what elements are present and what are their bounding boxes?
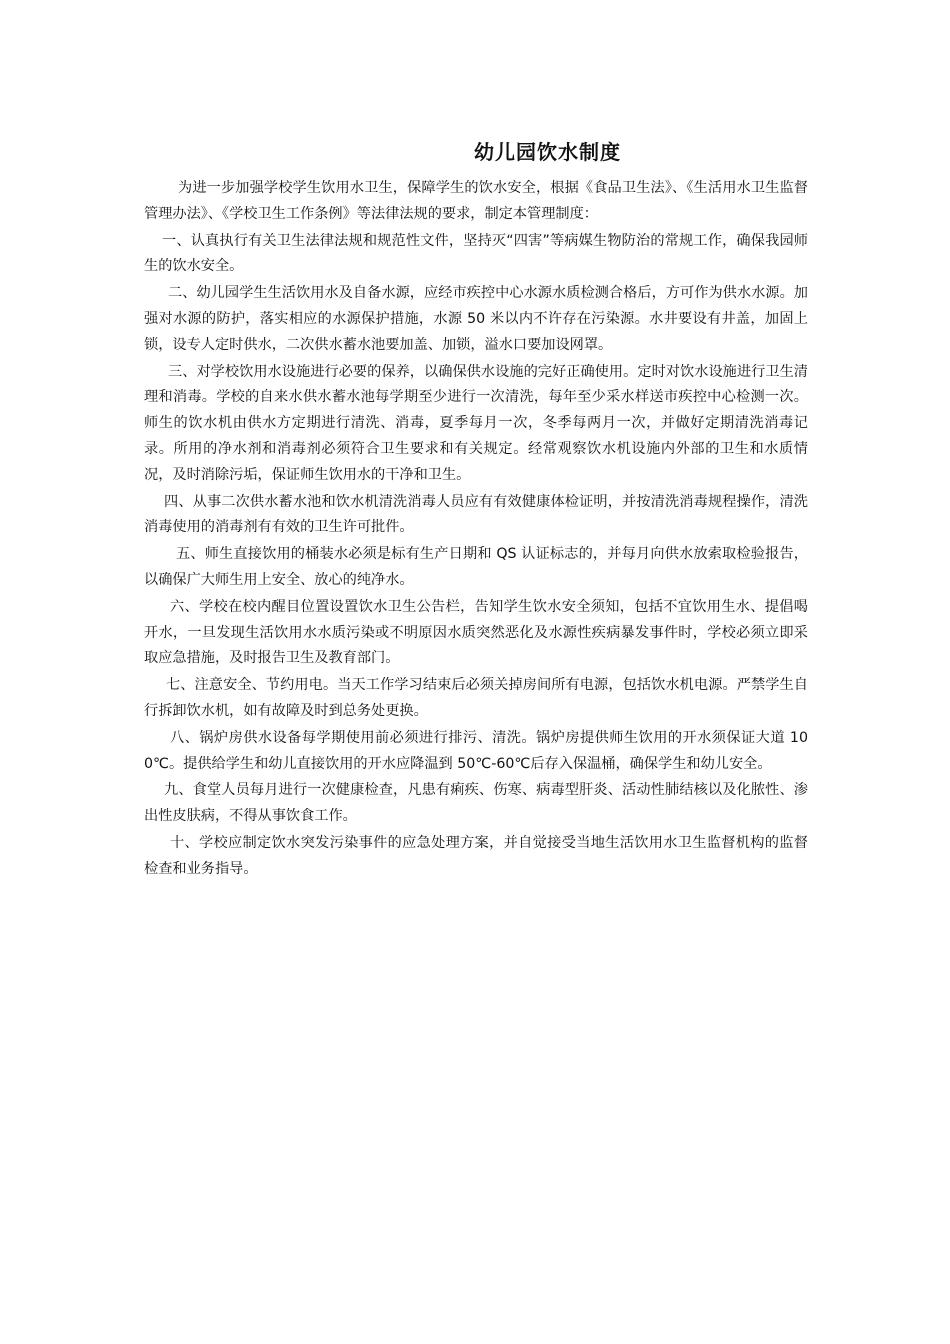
document-title: 幼儿园饮水制度 xyxy=(474,140,621,164)
rule-item-8: 八、锅炉房供水设备每学期使用前必须进行排污、清洗。锅炉房提供师生饮用的开水须保证大道 100℃。提供给学生和幼儿直接饮用的开水应降温到 50℃-60℃后存入保温桶，确保学生和幼儿安全。 xyxy=(144,729,808,772)
rule-item-5: 五、师生直接饮用的桶装水必须是标有生产日期和 QS 认证标志的，并每月向供水放索取检验报告，以确保广大师生用上安全、放心的纯净水。 xyxy=(144,546,808,588)
document-body xyxy=(144,176,808,883)
rule-item-9: 九、食堂人员每月进行一次健康检查，凡患有痢疾、伤寒、病毒型肝炎、活动性肺结核以及化脓性、渗出性皮肤病，不得从事饮食工作。 xyxy=(144,782,808,825)
intro-paragraph: 为进一步加强学校学生饮用水卫生，保障学生的饮水安全，根据《食品卫生法》、《生活用水卫生监督管理办法》、《学校卫生工作条例》等法律法规的要求，制定本管理制度： xyxy=(144,180,808,222)
rule-item-6: 六、学校在校内醒目位置设置饮水卫生公告栏，告知学生饮水安全须知，包括不宜饮用生水、提倡喝开水，一旦发现生活饮用水水质污染或不明原因水质突然恶化及水源性疾病暴发事件时，学校必须立即采取应急措施，及时报告卫生及教育部门。 xyxy=(144,598,808,667)
rule-item-10: 十、学校应制定饮水突发污染事件的应急处理方案，并自觉接受当地生活饮用水卫生监督机构的监督检查和业务指导。 xyxy=(144,834,808,877)
rule-item-4: 四、从事二次供水蓄水池和饮水机清洗消毒人员应有有效健康体检证明，并按清洗消毒规程操作，清洗消毒使用的消毒剂有有效的卫生许可批件。 xyxy=(144,493,808,536)
rule-item-2: 二、幼儿园学生生活饮用水及自备水源，应经市疾控中心水源水质检测合格后，方可作为供水水源。加强对水源的防护，落实相应的水源保护措施，水源 50 米以内不许存在污染源。水井要设有井盖，加固上锁，设专人定时供水，二次供水蓄水池要加盖、加锁，溢水口要加设网罩。 xyxy=(144,285,808,353)
rule-item-3: 三、对学校饮用水设施进行必要的保养，以确保供水设施的完好正确使用。定时对饮水设施进行卫生清理和消毒。学校的自来水供水蓄水池每学期至少进行一次清洗，每年至少采水样送市疾控中心检测一次。师生的饮水机由供水方定期进行清洗、消毒，夏季每月一次，冬季每两月一次，并做好定期清洗消毒记录。所用的净水剂和消毒剂必须符合卫生要求和有关规定。经常观察饮水机设施内外部的卫生和水质情况，及时消除污垢，保证师生饮用水的干净和卫生。 xyxy=(144,363,808,483)
rule-item-1: 一、认真执行有关卫生法律法规和规范性文件，坚持灭“四害”等病媒生物防治的常规工作，确保我园师生的饮水安全。 xyxy=(144,232,808,275)
rule-item-7: 七、注意安全、节约用电。当天工作学习结束后必须关掉房间所有电源，包括饮水机电源。严禁学生自行拆卸饮水机，如有故障及时到总务处更换。 xyxy=(144,677,808,719)
